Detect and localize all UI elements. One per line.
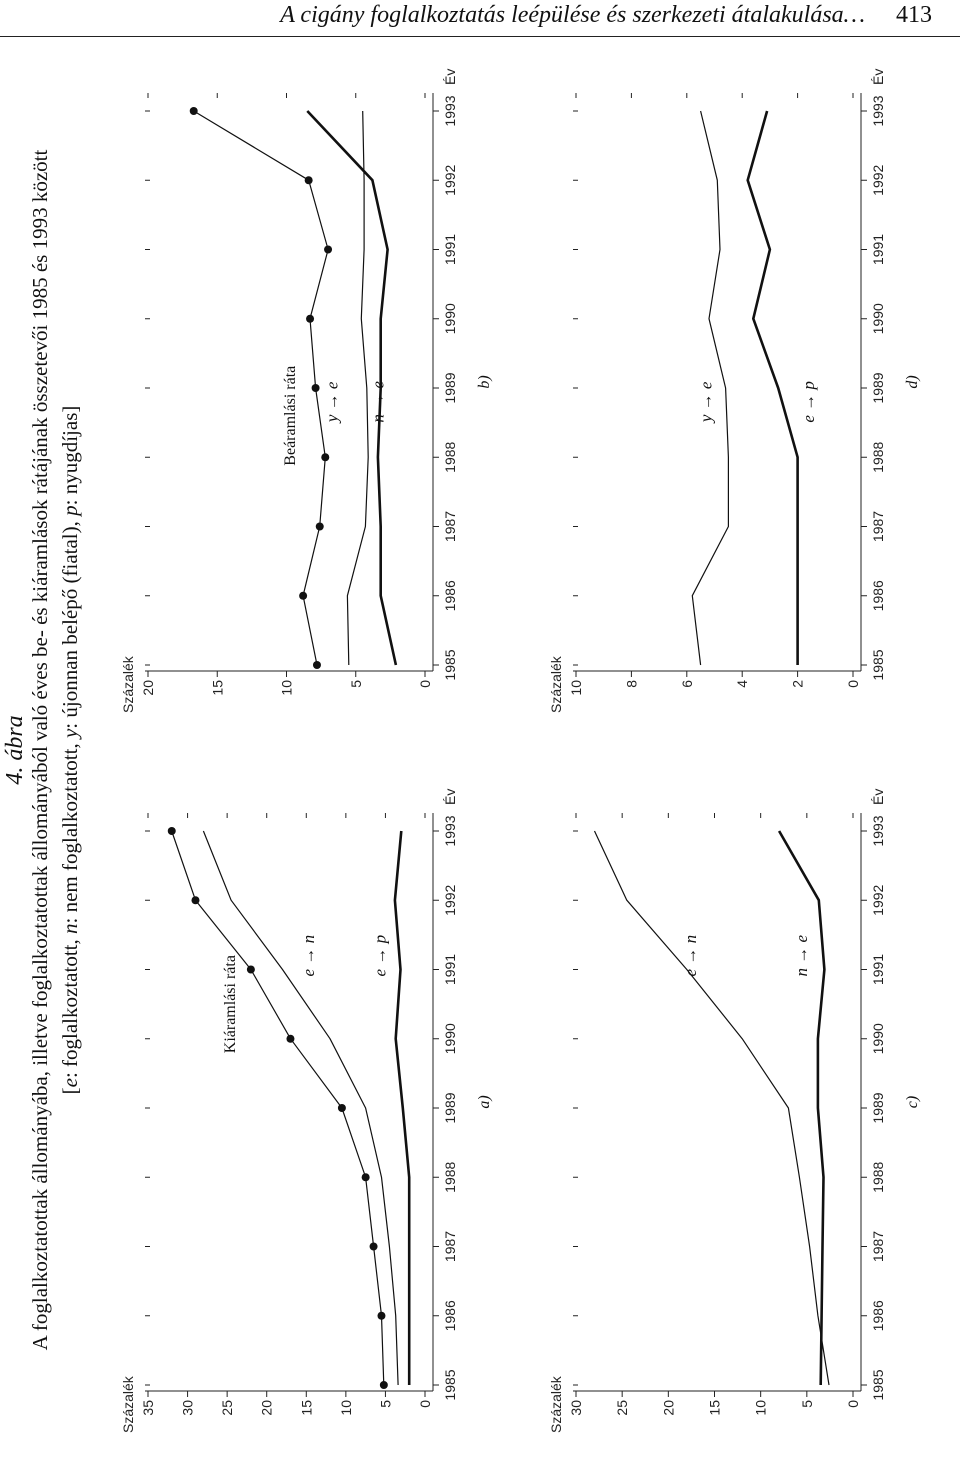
x-tick-label: 1991 — [870, 233, 886, 266]
y-tick-label: 10 — [278, 680, 295, 696]
data-point — [362, 1173, 370, 1181]
y-tick-label: 35 — [140, 1400, 156, 1416]
series-annotation: e → p — [799, 381, 819, 423]
x-tick-label: 1992 — [442, 164, 458, 196]
x-tick-label: 1993 — [870, 815, 886, 847]
data-point — [370, 1243, 378, 1251]
x-tick-label: 1993 — [870, 95, 886, 127]
y-tick-label: 5 — [377, 1400, 394, 1408]
series-line-y-e — [347, 111, 368, 665]
chart-panel-b — [120, 69, 493, 713]
y-tick-label: 0 — [845, 680, 861, 688]
x-tick-label: 1990 — [870, 303, 886, 335]
panel-label: d) — [904, 375, 921, 389]
legend-code-p: p — [58, 505, 82, 516]
data-point — [247, 966, 255, 974]
data-point — [190, 107, 198, 115]
legend-desc-e: : foglalkoztatott, — [58, 934, 82, 1079]
y-tick-label: 0 — [417, 680, 433, 688]
x-tick-label: 1986 — [870, 580, 886, 612]
y-tick-label: 10 — [752, 1400, 769, 1416]
x-tick-label: 1985 — [870, 649, 886, 681]
y-tick-label: 0 — [417, 1400, 433, 1408]
figure-legend: [e: foglalkoztatott, n: nem foglalkoztatott, y: újonnan belépő (fiatal), p: nyugdíjas] — [58, 405, 82, 1095]
y-tick-label: 0 — [845, 1400, 861, 1408]
x-tick-label: 1986 — [442, 1300, 458, 1332]
data-point — [316, 523, 324, 531]
legend-desc-n: : nem foglalkoztatott, — [58, 738, 82, 924]
y-tick-label: 8 — [623, 680, 640, 688]
x-tick-label: 1991 — [442, 953, 458, 986]
x-tick-label: 1985 — [442, 649, 458, 681]
data-point — [168, 827, 176, 835]
y-tick-label: 10 — [337, 1400, 354, 1416]
y-tick-label: 5 — [798, 1400, 815, 1408]
panel-label: b) — [476, 375, 493, 389]
x-tick-label: 1992 — [870, 164, 886, 196]
x-tick-label: 1987 — [442, 1230, 458, 1263]
y-tick-label: 4 — [734, 680, 751, 688]
x-tick-label: 1989 — [870, 1092, 886, 1124]
legend-code-n: n — [58, 923, 82, 934]
y-tick-label: 30 — [179, 1400, 196, 1416]
series-line-e-p — [395, 831, 409, 1385]
series-annotation: e → n — [299, 934, 319, 977]
x-tick-label: 1991 — [442, 233, 458, 266]
series-annotation: e → n — [681, 934, 701, 977]
data-point — [321, 453, 329, 461]
x-tick-label: 1985 — [870, 1369, 886, 1401]
x-axis-title: Év — [442, 68, 458, 85]
x-tick-label: 1989 — [442, 372, 458, 404]
panel-label: a) — [476, 1095, 493, 1109]
x-axis-title: Év — [870, 68, 886, 85]
x-tick-label: 1986 — [870, 1300, 886, 1332]
data-point — [313, 661, 321, 669]
series-annotation: y → e — [322, 381, 342, 423]
x-tick-label: 1986 — [442, 580, 458, 612]
chart-panel-a — [120, 789, 493, 1433]
data-point — [305, 176, 313, 184]
y-tick-label: 6 — [678, 680, 695, 688]
x-tick-label: 1988 — [442, 1161, 458, 1193]
charts-svg — [100, 40, 920, 1460]
y-tick-label: 5 — [347, 680, 364, 688]
x-tick-label: 1985 — [442, 1369, 458, 1401]
x-tick-label: 1993 — [442, 95, 458, 127]
x-tick-label: 1987 — [442, 510, 458, 543]
x-tick-label: 1992 — [442, 884, 458, 916]
chart-panel-d — [548, 69, 921, 713]
data-point — [377, 1312, 385, 1320]
figure-title: A foglalkoztatottak állományába, illetve foglalkoztatottak állományából való éves be- és kiáramlások rátájának összetevői 1985 és 1993 között — [28, 149, 52, 1351]
series-line-n-e — [779, 831, 824, 1385]
y-tick-label: 20 — [140, 680, 156, 696]
x-tick-label: 1987 — [870, 510, 886, 543]
y-tick-label: 2 — [789, 680, 806, 688]
legend-desc-p: : nyugdíjas — [58, 412, 82, 506]
y-axis-title: Százalék — [548, 1376, 564, 1433]
x-tick-label: 1989 — [442, 1092, 458, 1124]
y-tick-label: 15 — [209, 680, 226, 696]
x-tick-label: 1987 — [870, 1230, 886, 1263]
data-point — [380, 1381, 388, 1389]
y-tick-label: 30 — [568, 1400, 584, 1416]
x-tick-label: 1988 — [870, 1161, 886, 1193]
x-tick-label: 1990 — [442, 303, 458, 335]
rotated-figure — [0, 40, 920, 1460]
figure-label: 4. ábra — [2, 715, 28, 785]
series-annotation: Kiáramlási ráta — [222, 955, 240, 1054]
x-tick-label: 1992 — [870, 884, 886, 916]
x-axis-title: Év — [870, 788, 886, 805]
series-annotation: Beáramlási ráta — [281, 365, 299, 466]
data-point — [306, 315, 314, 323]
data-point — [312, 384, 320, 392]
x-tick-label: 1988 — [442, 441, 458, 473]
running-title: A cigány foglalkoztatás leépülése és szerkezeti átalakulása… — [280, 2, 865, 28]
y-tick-label: 20 — [660, 1400, 677, 1416]
data-point — [286, 1035, 294, 1043]
page-number: 413 — [896, 2, 932, 28]
series-line-e-n — [203, 831, 398, 1385]
x-tick-label: 1989 — [870, 372, 886, 404]
series-annotation: y → e — [696, 381, 716, 423]
legend-code-y: y — [58, 728, 82, 739]
legend-code-e: e — [58, 1078, 82, 1088]
page-header — [0, 0, 960, 37]
y-tick-label: 15 — [298, 1400, 315, 1416]
data-point — [324, 246, 332, 254]
data-point — [191, 896, 199, 904]
x-tick-label: 1990 — [442, 1023, 458, 1055]
y-axis-title: Százalék — [120, 1376, 136, 1433]
data-point — [299, 592, 307, 600]
x-tick-label: 1988 — [870, 441, 886, 473]
x-tick-label: 1991 — [870, 953, 886, 986]
series-line-e-p — [748, 111, 798, 665]
x-tick-label: 1993 — [442, 815, 458, 847]
y-tick-label: 10 — [568, 680, 584, 696]
series-annotation: n → e — [368, 381, 388, 423]
series-line-e-n — [595, 831, 830, 1385]
x-axis-title: Év — [442, 788, 458, 805]
series-line-be-raml-si-r-ta — [194, 111, 328, 665]
y-tick-label: 15 — [706, 1400, 723, 1416]
y-axis-title: Százalék — [548, 656, 564, 713]
y-axis-title: Százalék — [120, 656, 136, 713]
data-point — [338, 1104, 346, 1112]
series-annotation: n → e — [791, 934, 811, 977]
y-tick-label: 25 — [614, 1400, 631, 1416]
legend-desc-y: : újonnan belépő (fiatal), — [58, 515, 82, 729]
series-annotation: e → p — [370, 934, 390, 977]
y-tick-label: 25 — [219, 1400, 236, 1416]
chart-panel-c — [548, 789, 921, 1433]
series-line-ki-raml-si-r-ta — [172, 831, 384, 1385]
panel-label: c) — [904, 1095, 921, 1109]
x-tick-label: 1990 — [870, 1023, 886, 1055]
y-tick-label: 20 — [258, 1400, 275, 1416]
